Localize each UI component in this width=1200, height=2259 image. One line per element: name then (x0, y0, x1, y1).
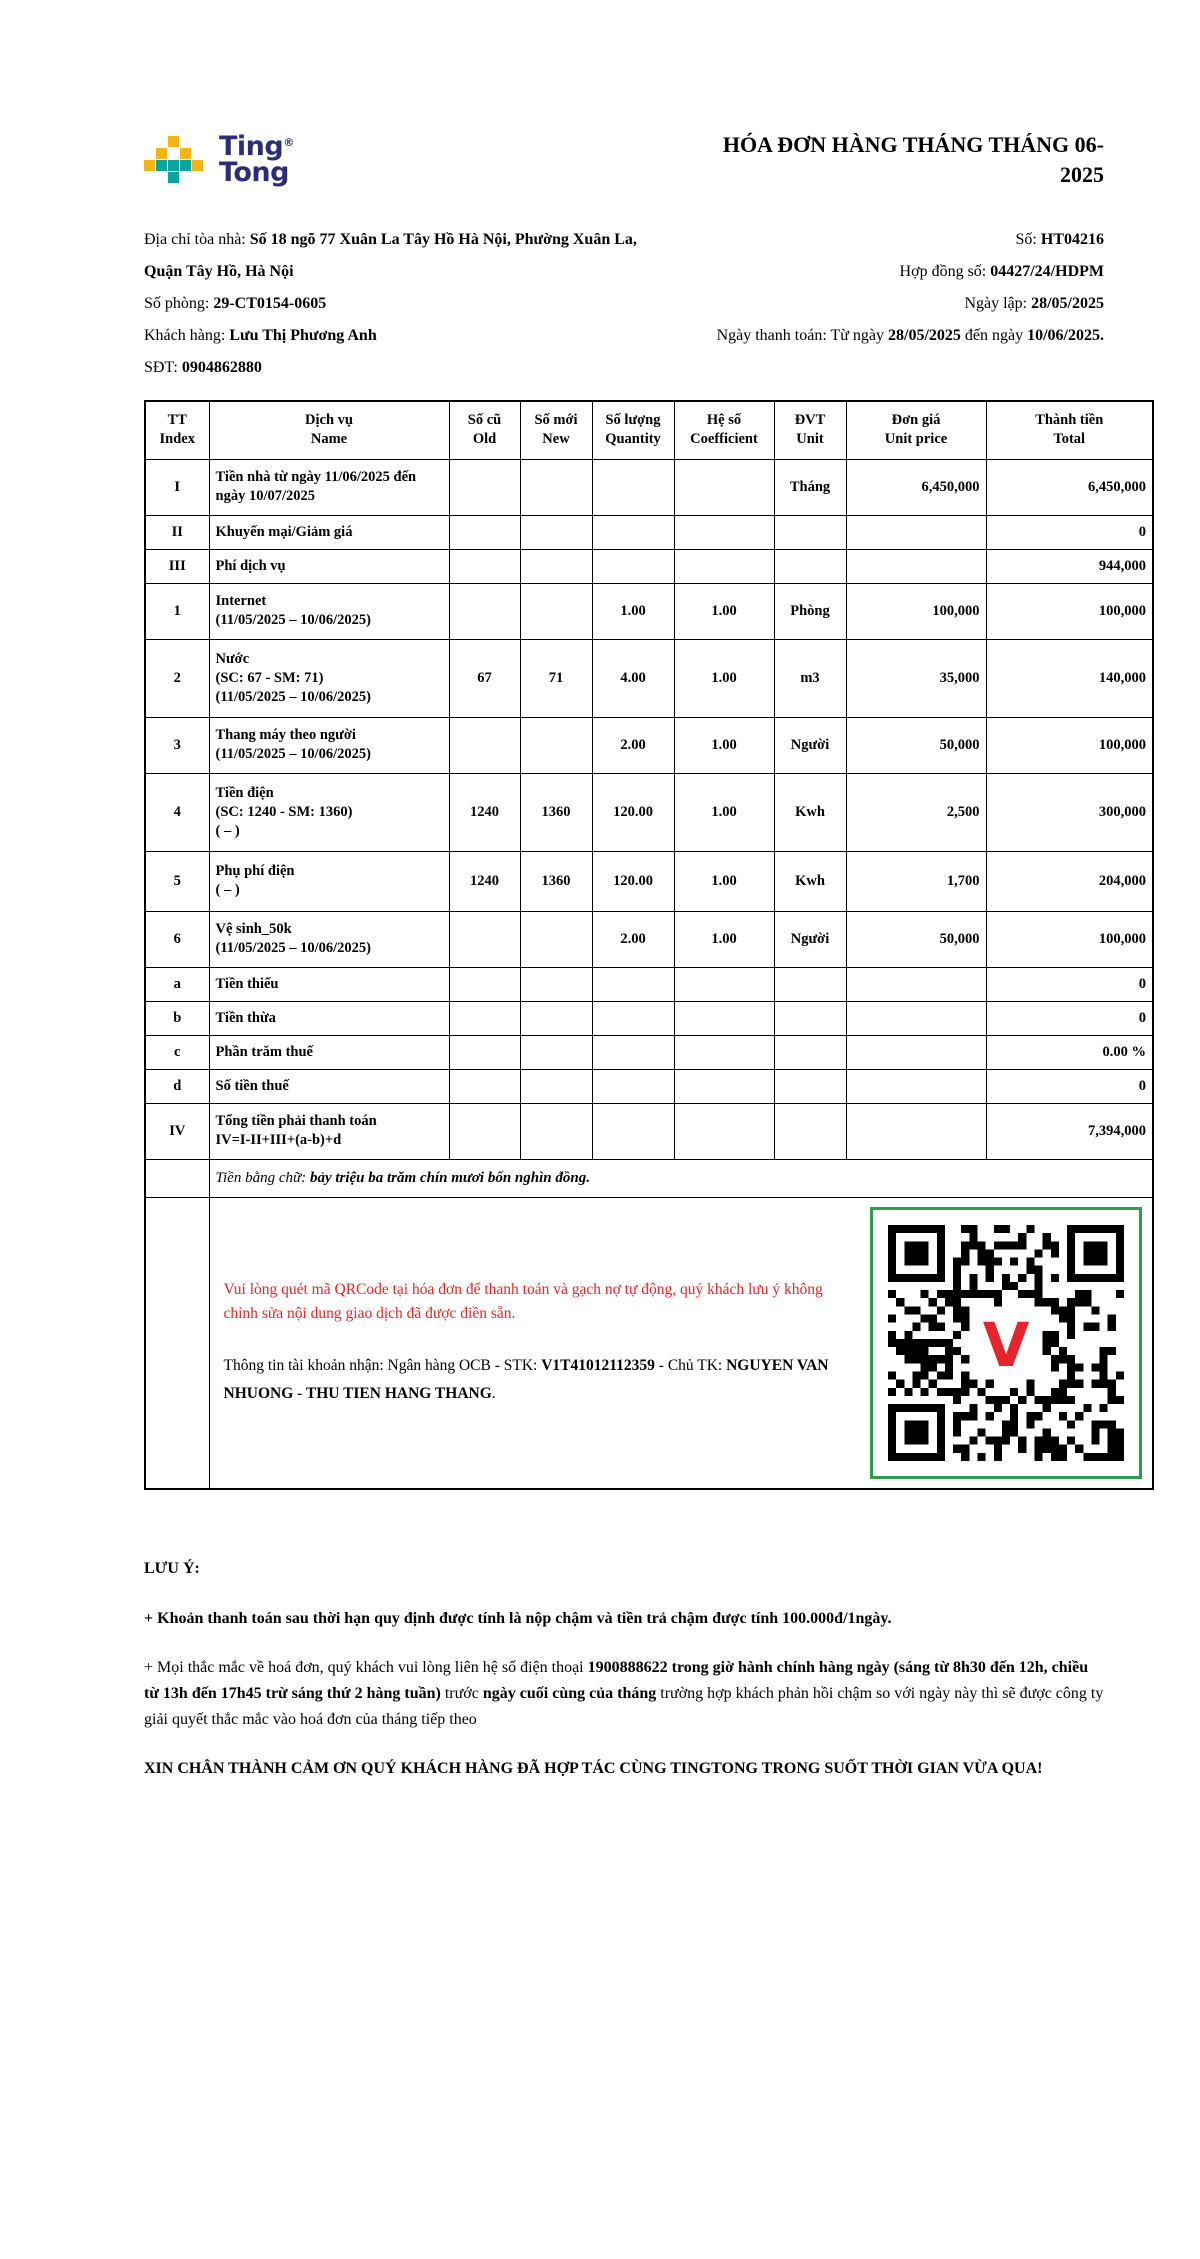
cell-quantity: 120.00 (592, 851, 674, 911)
cell-old-reading: 1240 (449, 851, 520, 911)
invoice-table (144, 400, 1154, 1490)
header-label-vi: Thành tiền (1035, 412, 1104, 429)
invoice-header (144, 130, 1152, 190)
cell-old-reading (449, 1069, 520, 1103)
text-bold-segment: ngày cuối cùng của tháng (482, 1684, 657, 1702)
notes-body (144, 1606, 1104, 1782)
cell-new-reading (520, 549, 592, 583)
text-segment: trước (440, 1684, 483, 1702)
cell-quantity (592, 459, 674, 515)
cell-coefficient (674, 1001, 774, 1035)
cell-unit: Người (774, 717, 846, 773)
header-cell-quantity (592, 401, 674, 459)
cell-total: 140,000 (986, 639, 1153, 717)
payment-content (216, 1200, 1147, 1486)
amount-in-words-label: Tiền bằng chữ: (215, 1169, 310, 1186)
text-bold-segment: 28/05/2025 (1031, 295, 1104, 312)
logo-empty-pixel (192, 172, 203, 183)
building-info (144, 224, 679, 384)
amount-in-words-cell (209, 1159, 1153, 1197)
cell-quantity (592, 515, 674, 549)
text-segment: SĐT: (144, 359, 182, 376)
notes-heading: LƯU Ý: (144, 1559, 200, 1577)
cell-unit: Phòng (774, 583, 846, 639)
cell-new-reading (520, 911, 592, 967)
cell-unit-price: 1,700 (846, 851, 986, 911)
cell-unit-price (846, 515, 986, 549)
info-line (144, 288, 679, 320)
cell-coefficient (674, 459, 774, 515)
cell-quantity: 2.00 (592, 717, 674, 773)
table-row-5 (145, 851, 1153, 911)
cell-index: 2 (145, 639, 209, 717)
cell-old-reading (449, 549, 520, 583)
header-label-vi: Hệ số (706, 412, 742, 429)
cell-unit-price: 100,000 (846, 583, 986, 639)
header-label-vi: Dịch vụ (305, 412, 353, 429)
cell-service-name: Phụ phí điện ( – ) (209, 851, 449, 911)
cell-quantity (592, 1035, 674, 1069)
cell-service-name: Tổng tiền phải thanh toán IV=I-II+III+(a-b)+d (209, 1103, 449, 1159)
cell-service-name: Tiền điện (SC: 1240 - SM: 1360) ( – ) (209, 773, 449, 851)
cell-service-name: Thang máy theo người (11/05/2025 – 10/06/2025) (209, 717, 449, 773)
cell-index: d (145, 1069, 209, 1103)
info-line (144, 320, 679, 352)
logo-empty-pixel (192, 148, 203, 159)
header-cell-total (986, 401, 1153, 459)
cell-index: II (145, 515, 209, 549)
text-bold-segment: 0904862880 (181, 359, 262, 376)
cell-new-reading (520, 1035, 592, 1069)
cell-service-name: Tiền thiếu (209, 967, 449, 1001)
cell-service-name: Tiền thừa (209, 1001, 449, 1035)
cell-index: I (145, 459, 209, 515)
cell-total: 0 (986, 515, 1153, 549)
text-segment: Ngày thanh toán: Từ ngày (716, 327, 889, 344)
header-label-en: Old (472, 431, 497, 448)
cell-unit (774, 549, 846, 583)
logo-teal-pixel (168, 172, 179, 183)
logo-wordmark (219, 130, 294, 186)
cell-total: 0 (986, 1001, 1153, 1035)
cell-coefficient: 1.00 (674, 639, 774, 717)
header-cell-unit-price (846, 401, 986, 459)
text-segment: đến ngày (960, 327, 1028, 344)
text-segment: Khách hàng: (144, 327, 230, 344)
text-segment: + Mọi thắc mắc về hoá đơn, quý khách vui lòng liên hệ số điện thoại (144, 1658, 588, 1676)
table-row-II (145, 515, 1153, 549)
logo-empty-pixel (144, 136, 155, 147)
logo-yellow-pixel (168, 136, 179, 147)
amount-in-words-value: bảy triệu ba trăm chín mươi bốn nghìn đồng. (309, 1169, 590, 1186)
payment-text (216, 1278, 836, 1408)
cell-index: b (145, 1001, 209, 1035)
cell-old-reading (449, 583, 520, 639)
text-bold-segment: HT04216 (1040, 231, 1104, 248)
cell-service-name: Phí dịch vụ (209, 549, 449, 583)
table-row-b (145, 1001, 1153, 1035)
header-cell-name (209, 401, 449, 459)
text-segment: Thông tin tài khoản nhận: Ngân hàng OCB - STK: (223, 1356, 542, 1374)
header-label-en: Unit (796, 431, 824, 448)
header-cell-old (449, 401, 520, 459)
cell-coefficient: 1.00 (674, 583, 774, 639)
cell-service-name: Vệ sinh_50k (11/05/2025 – 10/06/2025) (209, 911, 449, 967)
cell-service-name: Internet (11/05/2025 – 10/06/2025) (209, 583, 449, 639)
cell-unit (774, 1103, 846, 1159)
cell-old-reading (449, 1035, 520, 1069)
cell-unit: Tháng (774, 459, 846, 515)
cell-total: 0.00 % (986, 1035, 1153, 1069)
text-bold-segment: 29-CT0154-0605 (213, 295, 327, 312)
text-bold-segment: + Khoản thanh toán sau thời hạn quy định được tính là nộp chậm và tiền trả chậm được tính 100.000đ/1ngày. (144, 1609, 892, 1627)
logo-empty-pixel (144, 148, 155, 159)
info-line (144, 352, 679, 384)
info-line (679, 224, 1104, 256)
logo-teal-pixel (156, 160, 167, 171)
cell-coefficient: 1.00 (674, 911, 774, 967)
empty-index-cell (145, 1159, 209, 1197)
cell-old-reading (449, 1103, 520, 1159)
note-paragraph (144, 1606, 1104, 1632)
logo-empty-pixel (180, 136, 191, 147)
header-label-en: Name (310, 431, 348, 448)
cell-index: 4 (145, 773, 209, 851)
text-bold-segment: Số 18 ngõ 77 Xuân La Tây Hồ Hà Nội, Phường Xuân La, Quận Tây Hồ, Hà Nội (144, 231, 637, 280)
cell-quantity: 1.00 (592, 583, 674, 639)
cell-new-reading (520, 459, 592, 515)
cell-quantity: 4.00 (592, 639, 674, 717)
cell-quantity: 120.00 (592, 773, 674, 851)
empty-index-cell (145, 1197, 209, 1489)
cell-index: c (145, 1035, 209, 1069)
text-bold-segment: NGUYEN VAN NHUONG - THU TIEN HANG THANG (223, 1356, 829, 1402)
cell-unit-price (846, 549, 986, 583)
cell-coefficient (674, 1103, 774, 1159)
info-line (679, 256, 1104, 288)
logo-empty-pixel (144, 172, 155, 183)
table-row-6 (145, 911, 1153, 967)
cell-index: IV (145, 1103, 209, 1159)
table-row-4 (145, 773, 1153, 851)
info-section (144, 224, 1152, 384)
cell-unit-price (846, 1001, 986, 1035)
cell-quantity (592, 1001, 674, 1035)
header-cell-unit (774, 401, 846, 459)
cell-unit-price (846, 1103, 986, 1159)
text-bold-segment: 10/06/2025. (1027, 327, 1104, 344)
cell-old-reading (449, 717, 520, 773)
cell-unit: m3 (774, 639, 846, 717)
cell-total: 0 (986, 1069, 1153, 1103)
header-label-vi: Số lượng (605, 412, 661, 429)
header-label-en: Coefficient (690, 431, 758, 448)
cell-unit-price: 50,000 (846, 911, 986, 967)
header-label-en: New (542, 431, 570, 448)
tingtong-pixel-icon (144, 136, 203, 183)
cell-unit-price: 35,000 (846, 639, 986, 717)
cell-total: 300,000 (986, 773, 1153, 851)
cell-old-reading (449, 967, 520, 1001)
logo-empty-pixel (156, 172, 167, 183)
cell-coefficient: 1.00 (674, 773, 774, 851)
cell-quantity (592, 549, 674, 583)
cell-coefficient (674, 967, 774, 1001)
brand-logo (144, 130, 294, 186)
cell-coefficient (674, 1035, 774, 1069)
text-segment: trường hợp khách phản hồi chậm so với ngày này thì sẽ được công ty giải quyết thắc mắc vào hoá đơn của tháng tiếp theo (144, 1684, 1104, 1728)
text-segment: Địa chỉ tòa nhà: (144, 231, 250, 248)
cell-unit (774, 1035, 846, 1069)
cell-coefficient: 1.00 (674, 851, 774, 911)
cell-unit: Kwh (774, 773, 846, 851)
cell-coefficient: 1.00 (674, 717, 774, 773)
cell-new-reading: 71 (520, 639, 592, 717)
table-row-d (145, 1069, 1153, 1103)
text-segment: Hợp đồng số: (899, 263, 991, 280)
cell-unit (774, 967, 846, 1001)
text-bold-segment: XIN CHÂN THÀNH CẢM ƠN QUÝ KHÁCH HÀNG ĐÃ HỢP TÁC CÙNG TINGTONG TRONG SUỐT THỜI GIAN VỪA QUA! (144, 1759, 1043, 1777)
text-bold-segment: 04427/24/HDPM (990, 263, 1104, 280)
text-segment: - Chủ TK: (654, 1356, 727, 1374)
thank-you-note (144, 1756, 1104, 1782)
table-row-I (145, 459, 1153, 515)
logo-yellow-pixel (180, 148, 191, 159)
table-row-c (145, 1035, 1153, 1069)
cell-unit-price (846, 1069, 986, 1103)
cell-total: 7,394,000 (986, 1103, 1153, 1159)
info-line (679, 288, 1104, 320)
text-segment: Ngày lập: (964, 295, 1032, 312)
cell-new-reading (520, 1103, 592, 1159)
table-row-IV (145, 1103, 1153, 1159)
cell-new-reading: 1360 (520, 773, 592, 851)
logo-yellow-pixel (156, 148, 167, 159)
cell-unit: Người (774, 911, 846, 967)
cell-service-name: Số tiền thuế (209, 1069, 449, 1103)
cell-quantity (592, 1069, 674, 1103)
invoice-meta (679, 224, 1152, 384)
cell-coefficient (674, 515, 774, 549)
text-bold-segment: 1900888622 trong giờ hành chính hàng ngày (sáng từ 8h30 đến 12h, chiều từ 13h đến 17h45 trừ sáng thứ 2 hàng tuần) (144, 1658, 1089, 1702)
logo-yellow-pixel (192, 160, 203, 171)
notes-section (144, 1556, 1152, 1782)
cell-quantity: 2.00 (592, 911, 674, 967)
cell-service-name: Phần trăm thuế (209, 1035, 449, 1069)
payment-cell (209, 1197, 1153, 1489)
header-cell-index (145, 401, 209, 459)
cell-old-reading (449, 911, 520, 967)
payment-account-info (224, 1352, 836, 1408)
qr-center-logo: V (982, 1310, 1030, 1381)
table-row-1 (145, 583, 1153, 639)
header-label-en: Unit price (884, 431, 948, 448)
header-label-vi: Số cũ (467, 412, 502, 429)
cell-index: 5 (145, 851, 209, 911)
header-label-en: Index (159, 431, 195, 448)
text-segment: . (491, 1384, 496, 1402)
cell-total: 0 (986, 967, 1153, 1001)
cell-service-name: Tiền nhà từ ngày 11/06/2025 đến ngày 10/07/2025 (209, 459, 449, 515)
text-bold-segment: V1T41012112359 (541, 1356, 655, 1374)
invoice-page (144, 0, 1152, 1805)
text-bold-segment: Lưu Thị Phương Anh (229, 327, 377, 344)
note-paragraph (144, 1655, 1104, 1733)
qr-code (870, 1207, 1142, 1479)
cell-unit-price (846, 1035, 986, 1069)
cell-index: a (145, 967, 209, 1001)
cell-coefficient (674, 1069, 774, 1103)
payment-qr-note: Vui lòng quét mã QRCode tại hóa đơn để thanh toán và gạch nợ tự động, quý khách lưu ý không chỉnh sửa nội dung giao dịch đã được điền sẵn. (223, 1280, 823, 1322)
cell-old-reading: 1240 (449, 773, 520, 851)
cell-index: 3 (145, 717, 209, 773)
cell-quantity (592, 1103, 674, 1159)
info-line (144, 224, 679, 288)
cell-unit-price (846, 967, 986, 1001)
cell-unit (774, 515, 846, 549)
cell-unit-price: 6,450,000 (846, 459, 986, 515)
logo-empty-pixel (168, 148, 179, 159)
title-block (712, 130, 1152, 190)
logo-teal-pixel (180, 160, 191, 171)
cell-total: 100,000 (986, 717, 1153, 773)
payment-row (145, 1197, 1153, 1489)
cell-new-reading (520, 1001, 592, 1035)
text-segment: Số: (1015, 231, 1041, 248)
logo-word-2: Tong (219, 157, 289, 188)
amount-in-words-row (145, 1159, 1153, 1197)
cell-old-reading (449, 1001, 520, 1035)
logo-empty-pixel (192, 136, 203, 147)
cell-unit (774, 1001, 846, 1035)
cell-service-name: Khuyến mại/Giảm giá (209, 515, 449, 549)
cell-service-name: Nước (SC: 67 - SM: 71) (11/05/2025 – 10/06/2025) (209, 639, 449, 717)
cell-total: 100,000 (986, 583, 1153, 639)
cell-total: 100,000 (986, 911, 1153, 967)
header-cell-coefficient (674, 401, 774, 459)
logo-teal-pixel (168, 160, 179, 171)
table-row-2 (145, 639, 1153, 717)
header-label-en: Quantity (605, 431, 661, 448)
cell-coefficient (674, 549, 774, 583)
cell-total: 204,000 (986, 851, 1153, 911)
header-label-vi: Đơn giá (891, 412, 941, 429)
header-label-vi: ĐVT (794, 412, 826, 429)
header-label-vi: TT (167, 412, 187, 429)
invoice-title: HÓA ĐƠN HÀNG THÁNG THÁNG 06-2025 (722, 132, 1104, 187)
cell-unit (774, 1069, 846, 1103)
cell-index: 1 (145, 583, 209, 639)
cell-new-reading: 1360 (520, 851, 592, 911)
cell-unit: Kwh (774, 851, 846, 911)
header-label-en: Total (1053, 431, 1086, 448)
cell-index: III (145, 549, 209, 583)
cell-index: 6 (145, 911, 209, 967)
registered-mark: ® (283, 136, 294, 149)
cell-old-reading (449, 459, 520, 515)
cell-new-reading (520, 515, 592, 549)
text-bold-segment: 28/05/2025 (888, 327, 961, 344)
table-row-III (145, 549, 1153, 583)
logo-empty-pixel (156, 136, 167, 147)
cell-total: 944,000 (986, 549, 1153, 583)
info-line (679, 320, 1104, 352)
logo-word-1: Ting (219, 131, 284, 162)
cell-new-reading (520, 1069, 592, 1103)
logo-yellow-pixel (144, 160, 155, 171)
header-cell-new (520, 401, 592, 459)
table-row-a (145, 967, 1153, 1001)
cell-unit-price: 2,500 (846, 773, 986, 851)
text-segment: Số phòng: (144, 295, 214, 312)
table-header-row (145, 401, 1153, 459)
cell-new-reading (520, 967, 592, 1001)
header-label-vi: Số mới (534, 412, 578, 429)
table-row-3 (145, 717, 1153, 773)
cell-total: 6,450,000 (986, 459, 1153, 515)
cell-unit-price: 50,000 (846, 717, 986, 773)
cell-new-reading (520, 717, 592, 773)
logo-empty-pixel (180, 172, 191, 183)
cell-quantity (592, 967, 674, 1001)
cell-old-reading: 67 (449, 639, 520, 717)
cell-old-reading (449, 515, 520, 549)
cell-new-reading (520, 583, 592, 639)
